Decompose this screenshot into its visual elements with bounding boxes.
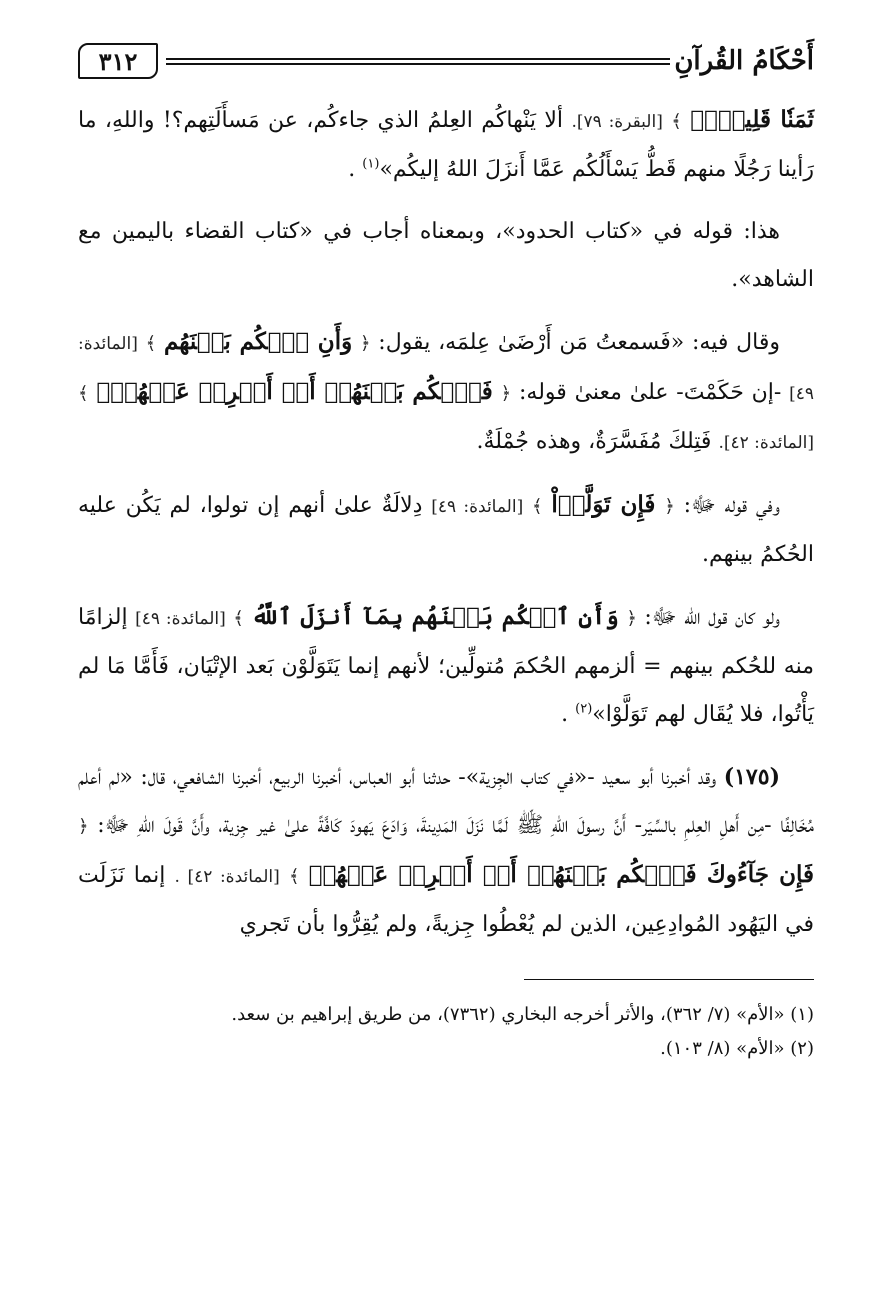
footnote-1: (١) «الأم» (٧/ ٣٦٢)، والأثر أخرجه البخاري (٧٣٦٢)، من طريق إبراهيم بن سعد.: [231, 1004, 814, 1025]
paragraph-6: [78, 753, 814, 949]
paragraph-text: دِلالَةٌ علىٰ أنهم إن تولوا، لم يَكُن عليه الحُكمُ بينهم.: [78, 493, 814, 567]
verse-reference: [المائدة: ٤٩]: [431, 497, 524, 517]
ornament-close: ﴾: [233, 608, 244, 629]
paragraph-1: [78, 96, 814, 194]
page-body: [78, 96, 814, 949]
paragraph-text: إلزامًا منه للحُكم بينهم = ألزمهم الحُكمَ مُتولِّين؛ لأنهم إنما يَتَوَلَّوْن بَعد الإتْيَان، فَأَمَّا مَا لم يَأْتُوا، فلا يُقَال لهم تَوَلَّوْا»: [78, 605, 814, 727]
footnote-2: (٢) «الأم» (٨/ ١٠٣).: [660, 1038, 814, 1059]
ornament-open: ﴿: [78, 816, 89, 837]
footnote-marker[interactable]: (١): [362, 156, 380, 172]
quran-verse: فَٱحۡكُم بَيۡنَهُمۡ أَوۡ أَعۡرِضۡ عَنۡهُمۡۖ: [96, 378, 493, 405]
verse-reference: [المائدة: ٤٩]: [78, 334, 815, 404]
paragraph-end: .: [561, 702, 569, 727]
ornament-close: ﴾: [145, 333, 157, 354]
ornament-close: ﴾: [532, 496, 543, 517]
book-title: أَحْكَامُ القُرآنِ: [674, 46, 814, 76]
ornament-close: ﴾: [78, 383, 89, 404]
footnotes: [78, 998, 814, 1066]
ornament-close: ﴾: [671, 111, 682, 132]
paragraph-text: وقد أخبرنا أبو سعيد -«في كتاب الجِزية»- حدثنا أبو العباس، أخبرنا الربيع، أخبرنا الشافعي، قال: «لم أعلم مُخَالِفًا -مِن أَهلِ العِلمِ بالسِّيَر- أَنَّ رسولَ اللهِ ﷺ لَمَّا نَزَلَ المَدِينةَ، وَادَعَ يَهودَ كَافَّةً علىٰ غير جِزية، وأَنَّ قَولَ اللهِ ﷻ:: [78, 765, 814, 838]
paragraph-text: وقال فيه: «فَسمعتُ مَن أَرْضَىٰ عِلمَه، يقول:: [378, 330, 780, 355]
paragraph-text: إنما نَزَلَت في اليَهُود المُوادِعِين، الذين لم يُعْطُوا جِزيةً، ولم يُقِرُّوا بأن تَجري: [78, 863, 814, 937]
verse-reference: [المائدة: ٤٩]: [135, 609, 226, 629]
quran-verse: وَأَنِ ٱحۡكُم بَيۡنَهُم بِمَآ أَنزَلَ ٱللَّهُ: [251, 603, 619, 630]
verse-reference: [المائدة: ٤٢] .: [174, 867, 280, 887]
paragraph-text: فَتِلكَ مُفَسَّرَةٌ، وهذه جُمْلَةٌ.: [476, 429, 712, 454]
paragraph-4: [78, 481, 814, 579]
ornament-open: ﴿: [664, 496, 675, 517]
paragraph-3: [78, 318, 814, 467]
paragraph-text: وفي قوله ﷻ:: [683, 493, 781, 518]
footnote-marker[interactable]: (٢): [575, 701, 593, 717]
ornament-close: ﴾: [288, 866, 300, 887]
verse-reference: [المائدة: ٤٢].: [718, 433, 814, 453]
ornament-open: ﴿: [500, 383, 512, 404]
ornament-open: ﴿: [359, 333, 371, 354]
quran-verse: وَأَنِ ٱحۡكُم بَيۡنَهُم: [163, 328, 353, 355]
quran-verse: فَإِن جَآءُوكَ فَٱحۡكُم بَيۡنَهُمۡ أَوۡ أَعۡرِضۡ عَنۡهُمۡ: [308, 861, 814, 888]
hadith-number: (١٧٥): [723, 764, 780, 790]
header-rule: [166, 58, 670, 65]
page-header: [78, 38, 814, 84]
quran-verse: فَإِن تَوَلَّوۡاْ: [551, 491, 656, 518]
ornament-open: ﴿: [626, 608, 637, 629]
paragraph-text: ولو كان قول الله ﷻ:: [644, 605, 781, 630]
quran-verse: ثَمَنٗا قَلِيلٗاۖ: [690, 106, 815, 133]
paragraph-5: [78, 593, 814, 739]
page-number: ٣١٢: [78, 43, 158, 79]
verse-reference: [البقرة: ٧٩].: [571, 112, 663, 132]
paragraph-text: ألا يَنْهاكُم العِلمُ الذي جاءكُم، عن مَسأَلَتِهم؟! واللهِ، ما رَأينا رَجُلًا منهم قَطُّ يَسْأَلُكُم عَمَّا أَنزَلَ اللهُ إليكُم»: [78, 108, 814, 182]
paragraph-text: -إن حَكَمْتَ- علىٰ معنىٰ قوله:: [518, 380, 782, 405]
paragraph-end: .: [348, 157, 356, 182]
paragraph-2: هذا: قوله في «كتاب الحدود»، وبمعناه أجاب في «كتاب القضاء باليمين مع الشاهد».: [78, 219, 814, 292]
footnote-divider: [524, 979, 814, 980]
